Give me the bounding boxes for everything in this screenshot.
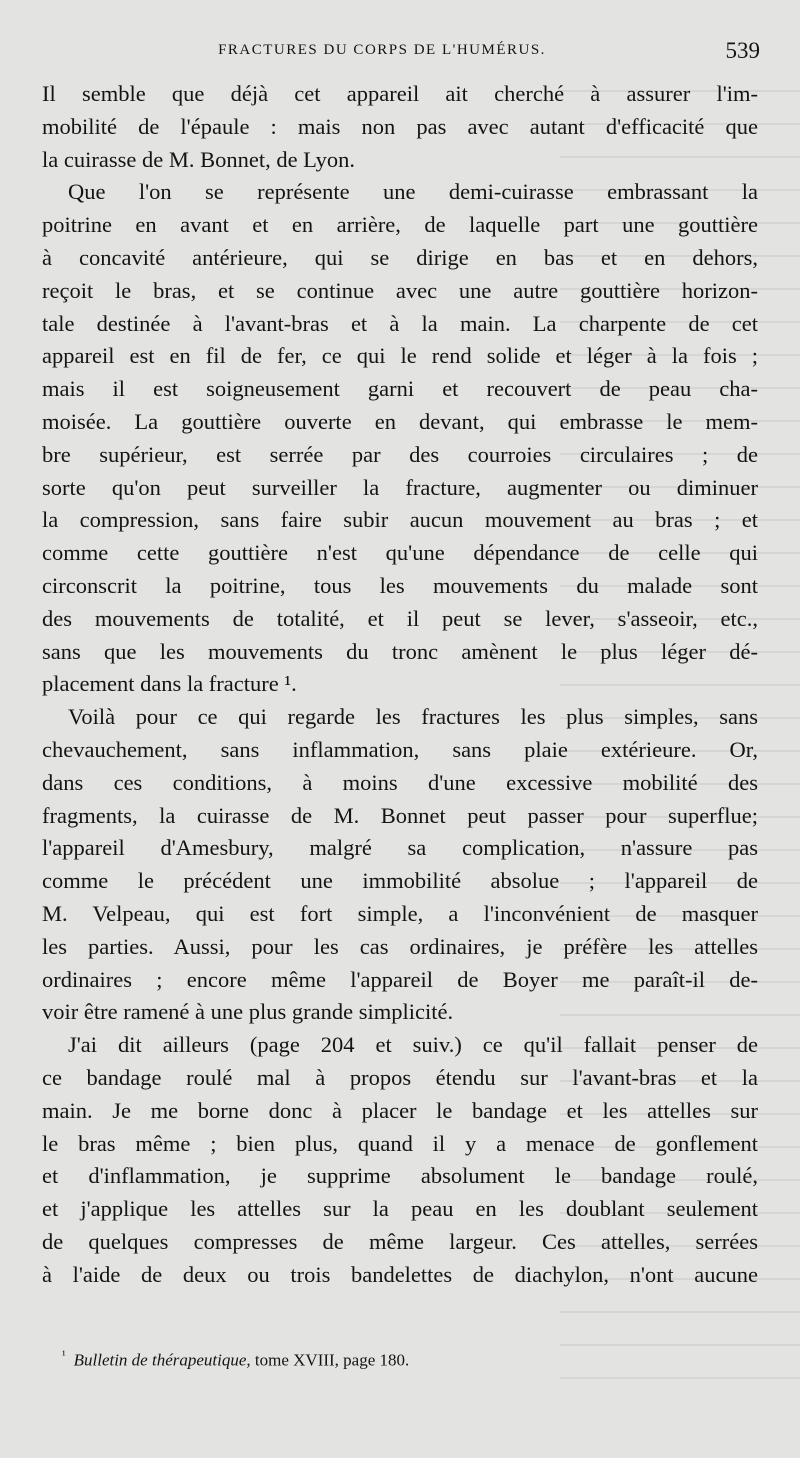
footnote-reference: tome XVIII, page 180. xyxy=(254,1350,410,1370)
text-line: ordinaires ; encore même l'appareil de Boyer me paraît-il de- xyxy=(42,966,758,992)
text-line: reçoit le bras, et se continue avec une autre gouttière horizon- xyxy=(42,277,758,303)
text-line: les parties. Aussi, pour les cas ordinaires, je préfère les attelles xyxy=(42,933,758,959)
text-line: placement dans la fracture ¹. xyxy=(42,671,297,697)
text-line: à concavité antérieure, qui se dirige en bas et en dehors, xyxy=(42,244,758,270)
text-line: Il semble que déjà cet appareil ait cherché à assurer l'im- xyxy=(42,81,758,106)
text-line: fragments, la cuirasse de M. Bonnet peut passer pour superflue; xyxy=(42,802,758,828)
running-head xyxy=(42,38,762,68)
running-title: FRACTURES DU CORPS DE L'HUMÉRUS. xyxy=(218,42,546,58)
text-line: Voilà pour ce qui regarde les fractures les plus simples, sans xyxy=(68,704,758,730)
text-line: circonscrit la poitrine, tous les mouvements du malade sont xyxy=(42,572,758,598)
text-line: mais il est soigneusement garni et recouvert de peau cha- xyxy=(42,376,758,402)
text-line: comme le précédent une immobilité absolue ; l'appareil de xyxy=(42,868,758,894)
text-line: des mouvements de totalité, et il peut se lever, s'asseoir, etc., xyxy=(42,605,758,631)
text-line: poitrine en avant et en arrière, de laquelle part une gouttière xyxy=(42,212,758,238)
footnote xyxy=(62,1348,752,1371)
text-line: à l'aide de deux ou trois bandelettes de diachylon, n'ont aucune xyxy=(42,1261,758,1287)
text-line: tale destinée à l'avant-bras et à la main. La charpente de cet xyxy=(42,310,758,336)
text-line: main. Je me borne donc à placer le bandage et les attelles sur xyxy=(42,1097,758,1123)
text-line: ce bandage roulé mal à propos étendu sur l'avant-bras et la xyxy=(42,1064,758,1090)
text-line: M. Velpeau, qui est fort simple, a l'inconvénient de masquer xyxy=(42,900,758,926)
text-line: sans que les mouvements du tronc amènent le plus léger dé- xyxy=(42,638,758,664)
footnote-mark: ¹ xyxy=(62,1348,66,1362)
text-line: le bras même ; bien plus, quand il y a menace de gonflement xyxy=(42,1130,758,1156)
text-line: sorte qu'on peut surveiller la fracture, augmenter ou diminuer xyxy=(42,474,758,500)
text-line: voir être ramené à une plus grande simplicité. xyxy=(42,999,454,1025)
body-text xyxy=(42,78,758,1291)
text-line: appareil est en fil de fer, ce qui le rend solide et léger à la fois ; xyxy=(42,343,758,369)
footnote-source-title: Bulletin de thérapeutique, xyxy=(73,1350,251,1370)
text-line: et d'inflammation, je supprime absolument le bandage roulé, xyxy=(42,1163,758,1189)
text-line: la compression, sans faire subir aucun mouvement au bras ; et xyxy=(42,507,758,533)
text-line: comme cette gouttière n'est qu'une dépendance de celle qui xyxy=(42,540,758,566)
text-line: dans ces conditions, à moins d'une excessive mobilité des xyxy=(42,769,758,795)
text-line: mobilité de l'épaule : mais non pas avec autant d'efficacité que xyxy=(42,113,758,139)
text-line: chevauchement, sans inflammation, sans plaie extérieure. Or, xyxy=(42,736,758,762)
text-line: J'ai dit ailleurs (page 204 et suiv.) ce qu'il fallait penser de xyxy=(68,1032,758,1058)
text-line: moisée. La gouttière ouverte en devant, qui embrasse le mem- xyxy=(42,408,758,434)
text-line: et j'applique les attelles sur la peau en les doublant seulement xyxy=(42,1196,758,1222)
text-line: de quelques compresses de même largeur. Ces attelles, serrées xyxy=(42,1228,758,1254)
page-number: 539 xyxy=(725,38,760,63)
text-line: Que l'on se représente une demi-cuirasse embrassant la xyxy=(68,179,758,205)
text-line: la cuirasse de M. Bonnet, de Lyon. xyxy=(42,146,356,172)
text-line: bre supérieur, est serrée par des courroies circulaires ; de xyxy=(42,441,758,467)
text-line: l'appareil d'Amesbury, malgré sa complication, n'assure pas xyxy=(42,835,758,861)
